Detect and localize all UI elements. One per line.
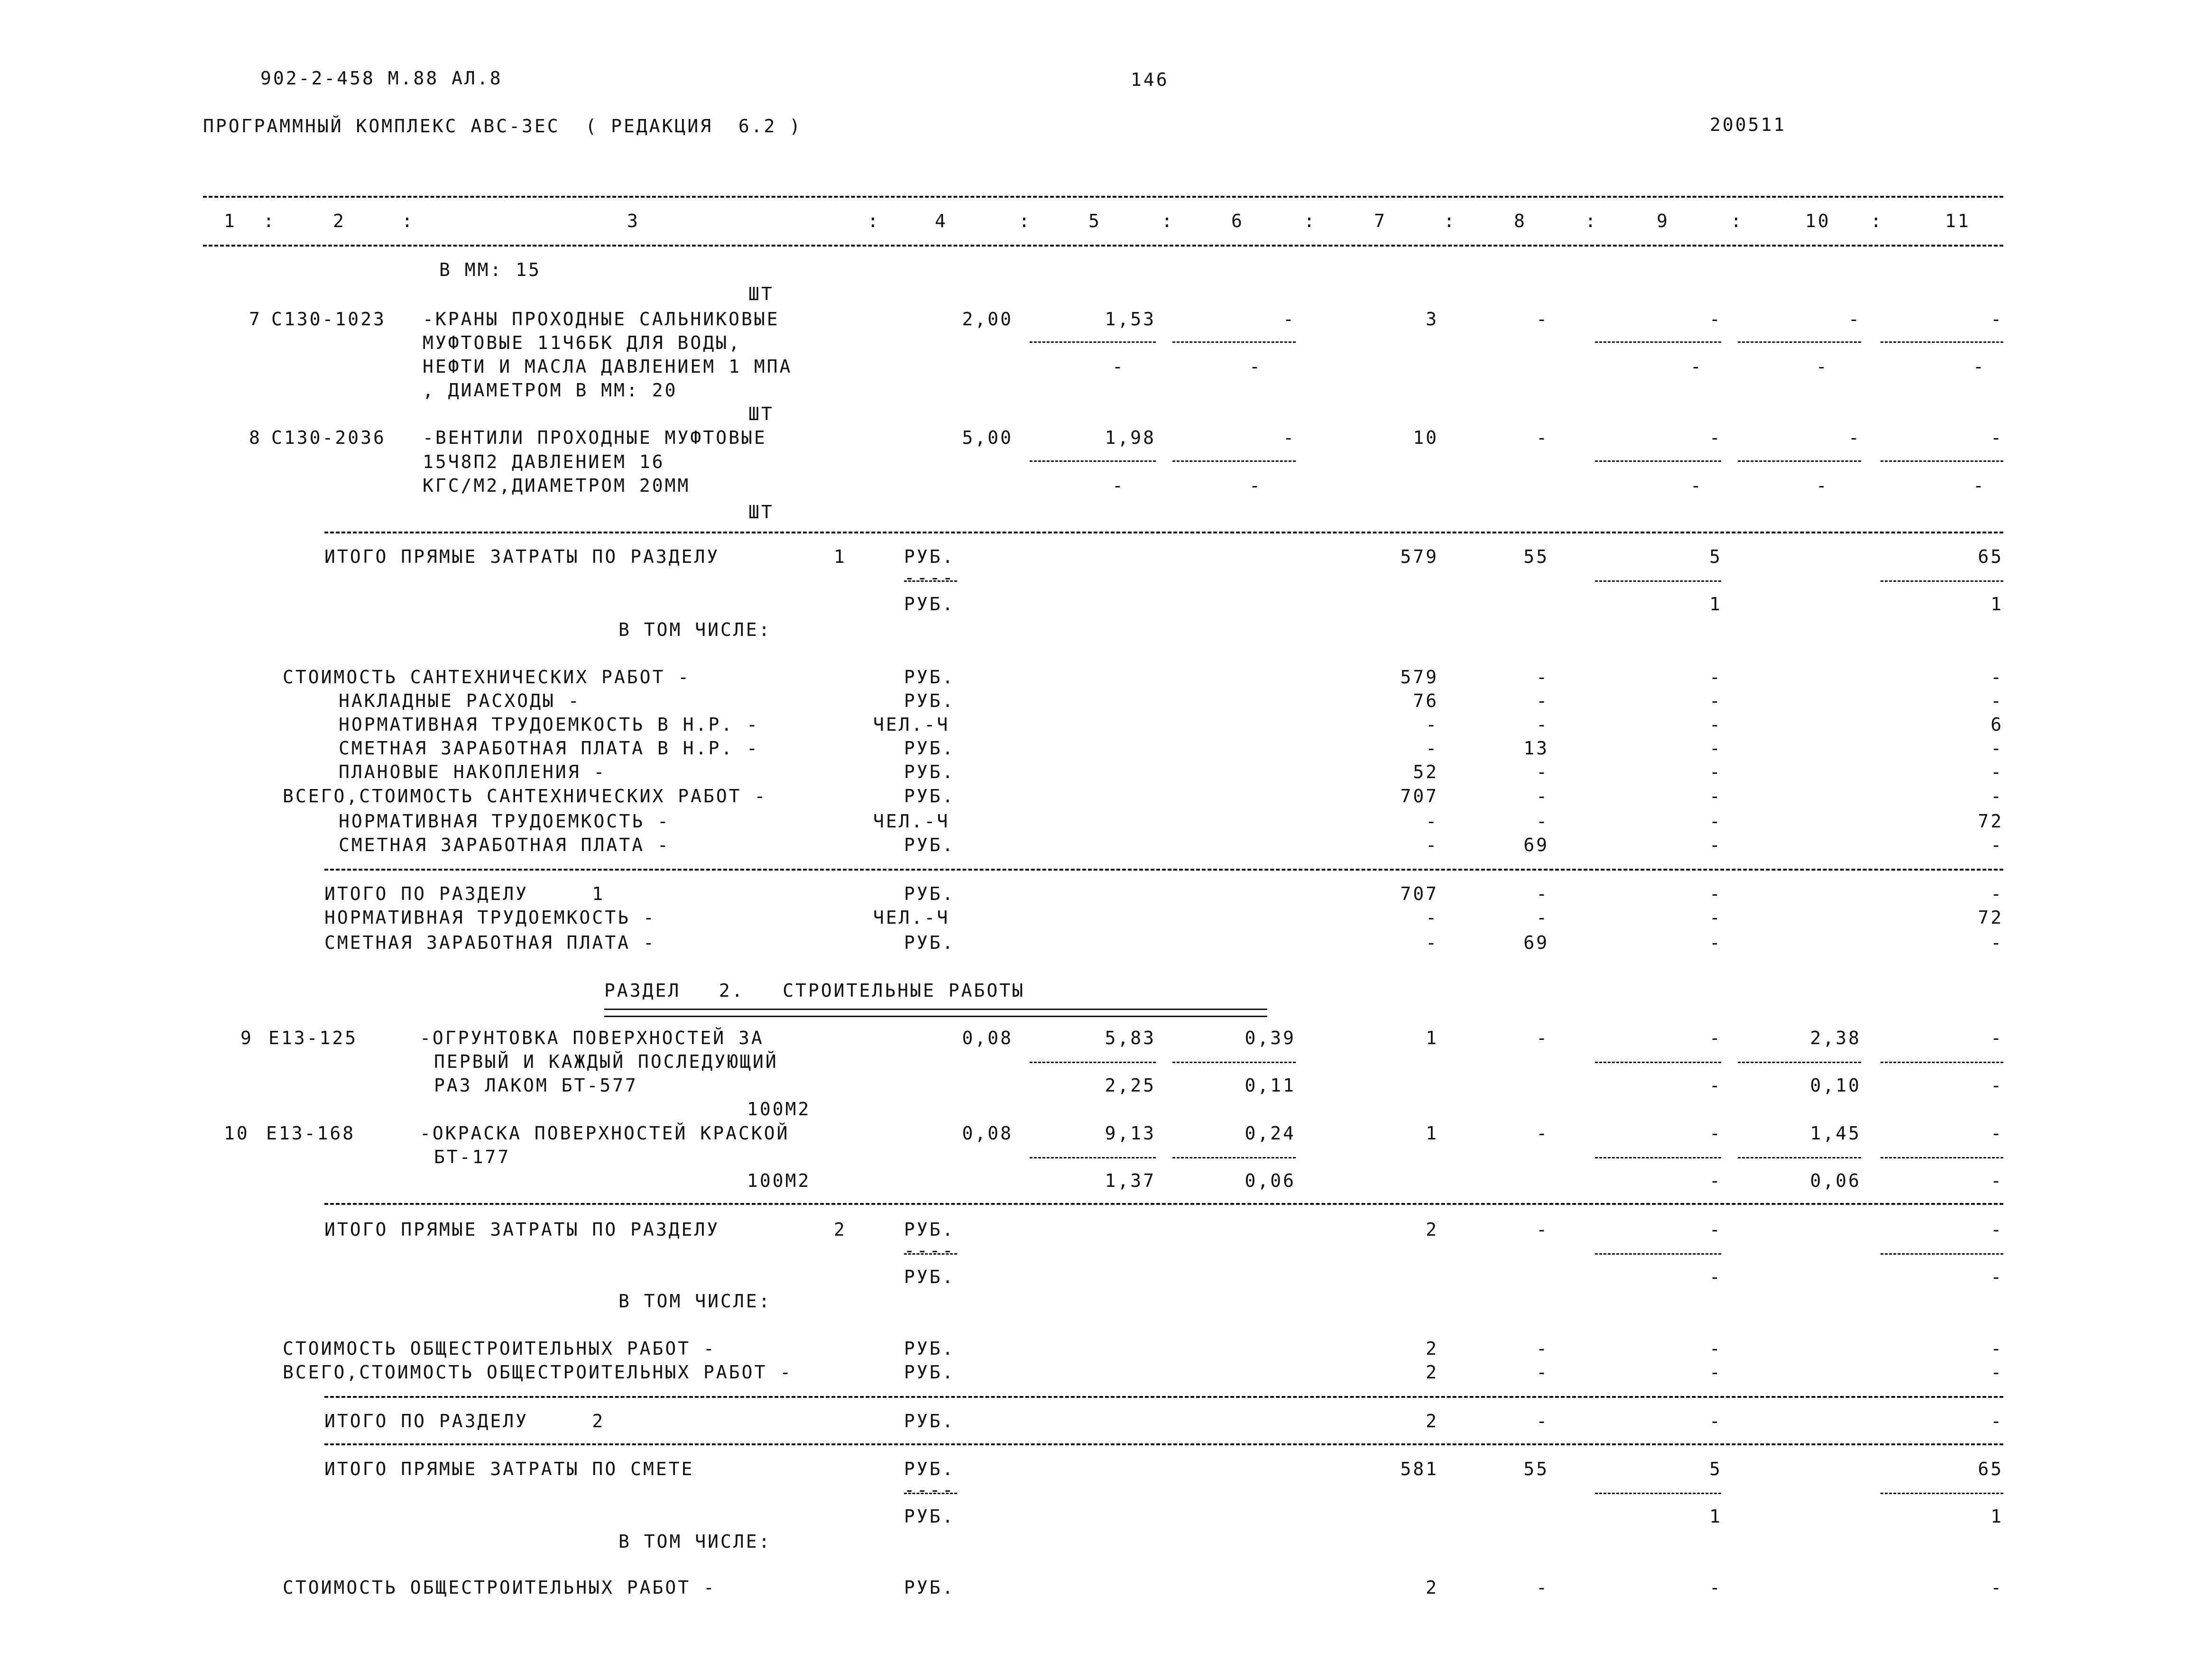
cell-c9b: - (1709, 1075, 1722, 1096)
cell-c11: 72 (1978, 811, 2003, 832)
cell-c5: 1,53 (1105, 309, 1156, 330)
item-number: 7 (249, 309, 262, 330)
cell-c9b: - (1690, 475, 1703, 496)
cell-c9: - (1709, 667, 1722, 688)
cell-c9b: - (1709, 1170, 1722, 1191)
cell-c11: - (1991, 1123, 2003, 1144)
cell-c8: - (1536, 1123, 1549, 1144)
separator-line (1595, 1493, 1721, 1494)
summary-label: СМЕТНАЯ ЗАРАБОТНАЯ ПЛАТА - (324, 932, 656, 953)
breakdown-label: ВСЕГО,СТОИМОСТЬ ОБЩЕСТРОИТЕЛЬНЫХ РАБОТ - (283, 1362, 793, 1383)
cell-c11: 6 (1991, 714, 2003, 735)
total-label: ИТОГО ПРЯМЫЕ ЗАТРАТЫ ПО РАЗДЕЛУ (324, 546, 720, 567)
breakdown-label: НОРМАТИВНАЯ ТРУДОЕМКОСТЬ В Н.Р. - (339, 714, 759, 735)
summary-unit: ЧЕЛ.-Ч (873, 907, 950, 928)
cell-c8: - (1536, 427, 1549, 448)
separator-line (1172, 1157, 1296, 1158)
cell-c4: 2,00 (962, 309, 1013, 330)
separator-line (1881, 341, 2003, 343)
item-description: -КРАНЫ ПРОХОДНЫЕ САЛЬНИКОВЫЕ (423, 309, 780, 330)
column-header-7: 7 (1374, 211, 1387, 231)
item-description: БТ-177 (434, 1147, 511, 1167)
cell-c9: - (1709, 835, 1722, 855)
cell-c7: 2 (1426, 1577, 1438, 1598)
breakdown-unit: РУБ. (904, 667, 955, 688)
breakdown-label: СТОИМОСТЬ ОБЩЕСТРОИТЕЛЬНЫХ РАБОТ - (283, 1338, 716, 1359)
cell-c5: 1,98 (1105, 427, 1156, 448)
separator-line (1595, 460, 1721, 462)
cell-c5: 5,83 (1105, 1028, 1156, 1048)
cell-c8: - (1536, 1577, 1549, 1598)
separator-line (1030, 1157, 1156, 1158)
cell-c5: 9,13 (1105, 1123, 1156, 1144)
including-label: В ТОМ ЧИСЛЕ: (618, 619, 772, 640)
cell-c11b: 1 (1991, 594, 2003, 615)
document-number: 200511 (1710, 114, 1787, 135)
column-separator: : (1304, 211, 1317, 231)
total-unit-underline: ---- (904, 1240, 955, 1261)
cell-c11: - (1991, 1028, 2003, 1048)
breakdown-label: СМЕТНАЯ ЗАРАБОТНАЯ ПЛАТА - (339, 835, 670, 855)
separator-line (324, 1396, 2003, 1398)
cell-c7: 707 (1400, 786, 1438, 807)
cell-c11: - (1991, 1338, 2003, 1359)
separator-line (1595, 1062, 1721, 1063)
cell-c9: - (1709, 427, 1722, 448)
section-2-title: РАЗДЕЛ 2. СТРОИТЕЛЬНЫЕ РАБОТЫ (604, 980, 1025, 1001)
total-unit: РУБ. (904, 1219, 955, 1240)
cell-c4: 5,00 (962, 427, 1013, 448)
column-header-10: 10 (1805, 211, 1831, 231)
cell-c6b: 0,06 (1245, 1170, 1296, 1191)
separator-line (1595, 580, 1721, 582)
separator-line (1881, 1253, 2003, 1255)
item-unit: ШТ (748, 284, 774, 304)
cell-c7: 2 (1426, 1411, 1438, 1432)
cell-c9b: 1 (1709, 594, 1722, 615)
cell-c10b: 0,06 (1810, 1170, 1861, 1191)
separator-line (1881, 1157, 2003, 1158)
cell-c10b: - (1816, 475, 1829, 496)
cell-c8: - (1536, 811, 1549, 832)
cell-c11: - (1991, 309, 2003, 330)
cell-c9: - (1709, 309, 1722, 330)
breakdown-unit: РУБ. (904, 690, 955, 711)
separator-line (324, 532, 2003, 533)
including-label: В ТОМ ЧИСЛЕ: (618, 1531, 772, 1552)
separator-line (1881, 1062, 2003, 1063)
column-header-9: 9 (1657, 211, 1669, 231)
item-description: ПЕРВЫЙ И КАЖДЫЙ ПОСЛЕДУЮЩИЙ (434, 1051, 778, 1072)
cell-c7: - (1426, 932, 1438, 953)
cell-c11b: - (1991, 1075, 2003, 1096)
cell-c7: 2 (1426, 1338, 1438, 1359)
breakdown-label: ВСЕГО,СТОИМОСТЬ САНТЕХНИЧЕСКИХ РАБОТ - (283, 786, 767, 807)
total-unit-second: РУБ. (904, 1267, 955, 1287)
cell-c8: 55 (1523, 546, 1549, 567)
cell-c10b: - (1816, 356, 1829, 377)
cell-c7: - (1426, 714, 1438, 735)
cell-c7: 52 (1413, 762, 1438, 782)
separator-line (324, 869, 2003, 871)
cell-c8: - (1536, 1219, 1549, 1240)
cell-c4: 0,08 (962, 1123, 1013, 1144)
breakdown-unit: РУБ. (904, 1577, 955, 1598)
cell-c10: 2,38 (1810, 1028, 1861, 1048)
cell-c7: - (1426, 835, 1438, 855)
item-number: 10 (224, 1123, 249, 1144)
cell-c8: - (1536, 714, 1549, 735)
cell-c7: 2 (1426, 1219, 1438, 1240)
cell-c9: - (1709, 690, 1722, 711)
column-header-2: 2 (333, 211, 346, 231)
program-title: ПРОГРАММНЫЙ КОМПЛЕКС АВС-3ЕС ( РЕДАКЦИЯ 6.2 ) (203, 116, 802, 137)
cell-c9: - (1709, 1362, 1722, 1383)
cell-c9: - (1709, 786, 1722, 807)
summary-unit: РУБ. (904, 883, 955, 904)
breakdown-unit: РУБ. (904, 786, 955, 807)
breakdown-label: СТОИМОСТЬ ОБЩЕСТРОИТЕЛЬНЫХ РАБОТ - (283, 1577, 716, 1598)
cell-c5b: 1,37 (1105, 1170, 1156, 1191)
column-header-3: 3 (627, 211, 640, 231)
cell-c9: 5 (1709, 546, 1722, 567)
total-unit-underline: ---- (904, 1479, 955, 1500)
cell-c9b: - (1690, 356, 1703, 377)
breakdown-unit: РУБ. (904, 1362, 955, 1383)
breakdown-label: НОРМАТИВНАЯ ТРУДОЕМКОСТЬ - (339, 811, 670, 832)
breakdown-label: НАКЛАДНЫЕ РАСХОДЫ - (339, 690, 581, 711)
cell-c9: - (1709, 714, 1722, 735)
cell-c7: 579 (1400, 546, 1438, 567)
item-code: Е13-125 (268, 1028, 358, 1048)
cell-c6b: - (1249, 475, 1262, 496)
cell-c7: 707 (1400, 883, 1438, 904)
separator-line (1172, 341, 1296, 343)
cell-c9b: - (1709, 1267, 1722, 1287)
column-header-1: 1 (224, 211, 237, 231)
cell-c6: 0,24 (1245, 1123, 1296, 1144)
cell-c9: - (1709, 1123, 1722, 1144)
cell-c10b: 0,10 (1810, 1075, 1861, 1096)
column-header-8: 8 (1514, 211, 1527, 231)
cell-c11: - (1991, 690, 2003, 711)
cell-c6b: - (1249, 356, 1262, 377)
item-number: 9 (240, 1028, 253, 1048)
summary-unit: РУБ. (904, 932, 955, 953)
cell-c5b: 2,25 (1105, 1075, 1156, 1096)
item-description: НЕФТИ И МАСЛА ДАВЛЕНИЕМ 1 МПА (423, 356, 793, 377)
cell-c8: - (1536, 309, 1549, 330)
item-unit: ШТ (748, 502, 774, 523)
cell-c11: 65 (1978, 546, 2003, 567)
column-header-11: 11 (1945, 211, 1971, 231)
total-unit-second: РУБ. (904, 594, 955, 615)
column-separator: : (1731, 211, 1743, 231)
cell-c7: - (1426, 907, 1438, 928)
separator-line (324, 1443, 2003, 1445)
cell-c11: - (1991, 667, 2003, 688)
cell-c7: 1 (1426, 1123, 1438, 1144)
summary-label: ИТОГО ПО РАЗДЕЛУ 1 (324, 883, 605, 904)
cell-c8: 13 (1523, 738, 1549, 759)
cell-c7: 2 (1426, 1362, 1438, 1383)
cell-c9: - (1709, 762, 1722, 782)
item-description: МУФТОВЫЕ 11Ч6БК ДЛЯ ВОДЫ, (423, 332, 741, 353)
cell-c11: 72 (1978, 907, 2003, 928)
document-code: 902-2-458 М.88 АЛ.8 (260, 68, 503, 89)
cell-c11: - (1991, 762, 2003, 782)
cell-c6: - (1283, 309, 1296, 330)
separator-line (1738, 460, 1861, 462)
cell-c8: 55 (1523, 1459, 1549, 1479)
cell-c11: - (1991, 1219, 2003, 1240)
cell-c11b: - (1973, 356, 1986, 377)
cell-c11b: - (1973, 475, 1986, 496)
cell-c7: 3 (1426, 309, 1438, 330)
breakdown-unit: РУБ. (904, 762, 955, 782)
cell-c9: - (1709, 932, 1722, 953)
cell-c4: 0,08 (962, 1028, 1013, 1048)
cell-c7: 579 (1400, 667, 1438, 688)
cell-c11b: - (1991, 1267, 2003, 1287)
cell-c6b: 0,11 (1245, 1075, 1296, 1096)
summary-label: НОРМАТИВНАЯ ТРУДОЕМКОСТЬ - (324, 907, 656, 928)
separator-line (1595, 341, 1721, 343)
separator-line (324, 1203, 2003, 1205)
item-description: В ММ: 15 (439, 259, 542, 280)
cell-c7: - (1426, 811, 1438, 832)
separator-line (1595, 1157, 1721, 1158)
summary-label: ИТОГО ПО РАЗДЕЛУ 2 (324, 1411, 605, 1432)
cell-c11: - (1991, 835, 2003, 855)
item-number: 8 (249, 427, 262, 448)
cell-c8: - (1536, 1338, 1549, 1359)
cell-c9: - (1709, 907, 1722, 928)
cell-c6: - (1283, 427, 1296, 448)
item-unit: 100М2 (747, 1170, 811, 1191)
total-unit-second: РУБ. (904, 1506, 955, 1527)
breakdown-unit: РУБ. (904, 835, 955, 855)
cell-c11: - (1991, 1362, 2003, 1383)
cell-c8: - (1536, 883, 1549, 904)
cell-c10: - (1848, 309, 1861, 330)
separator-line (203, 245, 2003, 247)
cell-c11: - (1991, 1577, 2003, 1598)
cell-c9: - (1709, 1219, 1722, 1240)
breakdown-unit: ЧЕЛ.-Ч (873, 811, 950, 832)
breakdown-label: СМЕТНАЯ ЗАРАБОТНАЯ ПЛАТА В Н.Р. - (339, 738, 759, 759)
separator-line (1595, 1253, 1721, 1255)
total-section-number: 1 (834, 546, 847, 567)
cell-c5b: - (1112, 475, 1125, 496)
total-label: ИТОГО ПРЯМЫЕ ЗАТРАТЫ ПО СМЕТЕ (324, 1459, 694, 1479)
separator-line (1030, 1062, 1156, 1063)
item-code: С130-1023 (271, 309, 386, 330)
column-header-6: 6 (1231, 211, 1244, 231)
separator-line (1172, 460, 1296, 462)
cell-c11: - (1991, 1411, 2003, 1432)
cell-c8: - (1536, 690, 1549, 711)
item-description: -ВЕНТИЛИ ПРОХОДНЫЕ МУФТОВЫЕ (423, 427, 767, 448)
summary-unit: РУБ. (904, 1411, 955, 1432)
item-description: -ОКРАСКА ПОВЕРХНОСТЕЙ КРАСКОЙ (420, 1123, 790, 1144)
column-separator: : (263, 211, 276, 231)
column-separator: : (1162, 211, 1174, 231)
total-section-number: 2 (834, 1219, 847, 1240)
cell-c8: - (1536, 1028, 1549, 1048)
cell-c7: 10 (1413, 427, 1438, 448)
cell-c9: - (1709, 738, 1722, 759)
cell-c8: - (1536, 786, 1549, 807)
item-code: С130-2036 (271, 427, 386, 448)
cell-c8: 69 (1523, 932, 1549, 953)
item-description: КГС/М2,ДИАМЕТРОМ 20ММ (423, 475, 691, 496)
page-number: 146 (1131, 69, 1169, 90)
total-unit: РУБ. (904, 1459, 955, 1479)
breakdown-label: ПЛАНОВЫЕ НАКОПЛЕНИЯ - (339, 762, 607, 782)
cell-c8: - (1536, 667, 1549, 688)
breakdown-unit: ЧЕЛ.-Ч (873, 714, 950, 735)
total-label: ИТОГО ПРЯМЫЕ ЗАТРАТЫ ПО РАЗДЕЛУ (324, 1219, 720, 1240)
cell-c8: - (1536, 1411, 1549, 1432)
cell-c9: - (1709, 1338, 1722, 1359)
separator-line (1738, 1062, 1861, 1063)
breakdown-unit: РУБ. (904, 738, 955, 759)
cell-c10: 1,45 (1810, 1123, 1861, 1144)
cell-c9: - (1709, 1577, 1722, 1598)
cell-c9: - (1709, 1028, 1722, 1048)
cell-c11: - (1991, 427, 2003, 448)
cell-c8: - (1536, 907, 1549, 928)
column-header-4: 4 (935, 211, 948, 231)
cell-c10: - (1848, 427, 1861, 448)
cell-c7: 1 (1426, 1028, 1438, 1048)
cell-c7: 581 (1400, 1459, 1438, 1479)
cell-c7: 76 (1413, 690, 1438, 711)
cell-c9: 5 (1709, 1459, 1722, 1479)
separator-line (203, 196, 2003, 198)
separator-line (1881, 580, 2003, 582)
cell-c9: - (1709, 811, 1722, 832)
separator-line (1030, 341, 1156, 343)
column-separator: : (1444, 211, 1457, 231)
column-separator: : (402, 211, 415, 231)
cell-c11: - (1991, 932, 2003, 953)
item-unit: ШТ (748, 404, 774, 424)
cell-c11b: 1 (1991, 1506, 2003, 1527)
cell-c8: 69 (1523, 835, 1549, 855)
separator-line (1881, 1493, 2003, 1494)
cell-c5b: - (1112, 356, 1125, 377)
cell-c8: - (1536, 1362, 1549, 1383)
including-label: В ТОМ ЧИСЛЕ: (618, 1291, 772, 1312)
column-separator: : (1585, 211, 1598, 231)
column-separator: : (1019, 211, 1032, 231)
column-separator: : (1871, 211, 1883, 231)
total-unit: РУБ. (904, 546, 955, 567)
column-separator: : (867, 211, 880, 231)
separator-line (1738, 341, 1861, 343)
cell-c9: - (1709, 883, 1722, 904)
cell-c11: - (1991, 883, 2003, 904)
item-unit: 100М2 (747, 1099, 811, 1120)
cell-c11b: - (1991, 1170, 2003, 1191)
cell-c7: - (1426, 738, 1438, 759)
cell-c6: 0,39 (1245, 1028, 1296, 1048)
item-description: 15Ч8П2 ДАВЛЕНИЕМ 16 (423, 451, 665, 472)
title-underline (604, 1009, 1267, 1017)
breakdown-label: СТОИМОСТЬ САНТЕХНИЧЕСКИХ РАБОТ - (283, 667, 691, 688)
item-description: -ОГРУНТОВКА ПОВЕРХНОСТЕЙ ЗА (420, 1028, 764, 1048)
item-description: , ДИАМЕТРОМ В ММ: 20 (423, 380, 678, 401)
separator-line (1738, 1157, 1861, 1158)
cell-c8: - (1536, 762, 1549, 782)
separator-line (1030, 460, 1156, 462)
cell-c9b: 1 (1709, 1506, 1722, 1527)
separator-line (1881, 460, 2003, 462)
breakdown-unit: РУБ. (904, 1338, 955, 1359)
separator-line (1172, 1062, 1296, 1063)
item-code: Е13-168 (266, 1123, 356, 1144)
total-unit-underline: ---- (904, 567, 955, 588)
column-header-5: 5 (1088, 211, 1101, 231)
cell-c11: 65 (1978, 1459, 2003, 1479)
cell-c11: - (1991, 738, 2003, 759)
cell-c9: - (1709, 1411, 1722, 1432)
item-description: РАЗ ЛАКОМ БТ-577 (434, 1075, 638, 1096)
cell-c11: - (1991, 786, 2003, 807)
